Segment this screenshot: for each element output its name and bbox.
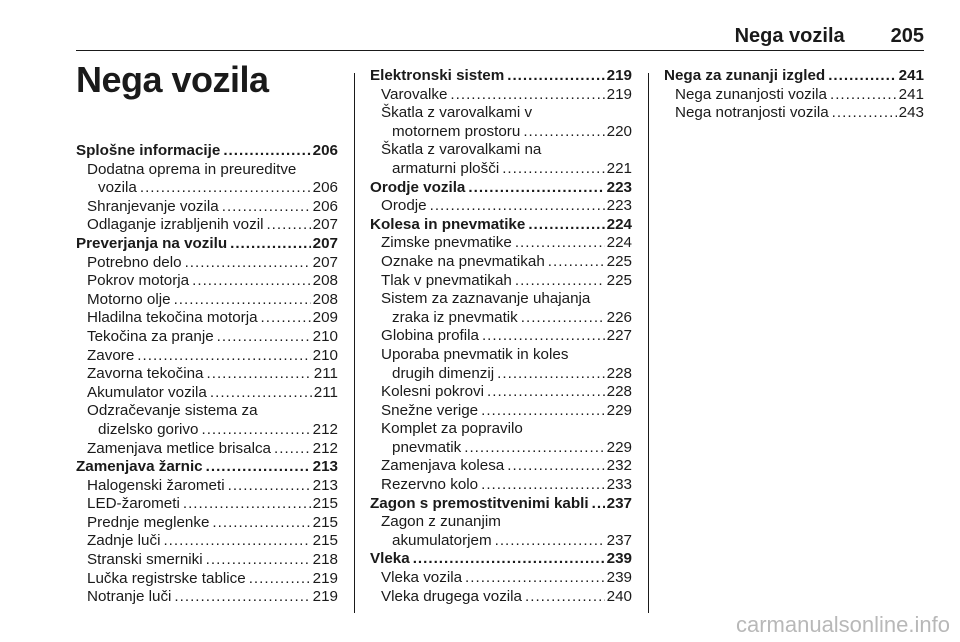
toc-page-number: 208: [312, 290, 338, 308]
toc-entry-line[interactable]: Uporaba pnevmatik in koles: [381, 345, 569, 363]
toc-page-number: 228: [606, 364, 632, 382]
leader-dots: [192, 272, 311, 291]
leader-dots: [261, 309, 311, 328]
toc-entry-title: Halogenski žarometi: [87, 476, 225, 494]
leader-dots: [185, 254, 311, 273]
toc-entry[interactable]: [76, 384, 338, 403]
toc-entry-title: Zamenjava metlice brisalca: [87, 439, 272, 457]
leader-dots: [468, 179, 604, 198]
header-rule: [76, 50, 924, 51]
leader-dots: [450, 86, 604, 105]
running-header-title: Nega vozila: [734, 25, 845, 47]
toc-entry-title: Vleka drugega vozila: [381, 587, 522, 605]
toc-entry-title: pnevmatik: [392, 438, 462, 456]
toc-section[interactable]: [76, 142, 338, 161]
toc-entry[interactable]: [370, 160, 632, 179]
toc-page-number: 223: [606, 178, 632, 196]
leader-dots: [497, 365, 605, 384]
toc-column-1: [76, 142, 338, 607]
toc-page-number: 227: [606, 327, 632, 345]
toc-entry[interactable]: [370, 253, 632, 272]
toc-page-number: 240: [606, 587, 632, 605]
toc-entry-title: motornem prostoru: [392, 122, 521, 140]
leader-dots: [515, 234, 605, 253]
toc-page-number: 237: [606, 494, 632, 512]
leader-dots: [201, 421, 310, 440]
toc-entry[interactable]: [370, 197, 632, 216]
leader-dots: [228, 477, 311, 496]
toc-page-number: 232: [606, 457, 632, 475]
leader-dots: [206, 458, 311, 477]
toc-page-number: 229: [606, 401, 632, 419]
toc-page-number: 220: [606, 122, 632, 140]
toc-entry-title: Orodje vozila: [370, 178, 466, 196]
toc-entry-line[interactable]: Odzračevanje sistema za: [87, 402, 258, 420]
toc-entry-title: Tlak v pnevmatikah: [381, 271, 512, 289]
toc-entry[interactable]: [76, 365, 338, 384]
toc-entry-line[interactable]: Sistem za zaznavanje uhajanja: [381, 290, 591, 308]
toc-entry-title: Kolesni pokrovi: [381, 383, 484, 401]
toc-entry-line[interactable]: Dodatna oprema in preureditve: [87, 160, 297, 178]
toc-entry-title: Nega zunanjosti vozila: [675, 85, 827, 103]
toc-page-number: 207: [312, 234, 338, 252]
toc-entry-title: Zadnje luči: [87, 532, 161, 550]
leader-dots: [174, 588, 310, 607]
toc-page-number: 223: [606, 197, 632, 215]
toc-column-2: [370, 67, 632, 606]
watermark: carmanualsonline.info: [735, 612, 950, 637]
toc-entry[interactable]: [76, 532, 338, 551]
toc-section[interactable]: [370, 216, 632, 235]
leader-dots: [828, 67, 896, 86]
toc-entry[interactable]: [370, 402, 632, 421]
toc-entry-title: Notranje luči: [87, 588, 172, 606]
leader-dots: [174, 291, 311, 310]
toc-page-number: 211: [313, 383, 338, 401]
toc-entry[interactable]: [664, 86, 924, 105]
toc-entry-title: Orodje: [381, 197, 427, 215]
leader-dots: [266, 216, 310, 235]
toc-entry-title: Splošne informacije: [76, 142, 221, 159]
toc-page-number: 206: [312, 142, 338, 159]
toc-entry-title: Zimske pnevmatike: [381, 234, 512, 252]
toc-entry-title: Zavore: [87, 346, 135, 364]
toc-page-number: 215: [312, 495, 338, 513]
toc-page-number: 213: [312, 458, 338, 476]
leader-dots: [830, 86, 897, 105]
toc-page-number: 211: [313, 365, 338, 383]
leader-dots: [137, 347, 310, 366]
toc-entry-title: Odlaganje izrabljenih vozil: [87, 216, 264, 234]
toc-entry[interactable]: [370, 476, 632, 495]
toc-entry-title: Nega notranjosti vozila: [675, 104, 829, 122]
toc-entry-title: Lučka registrske tablice: [87, 569, 246, 587]
toc-page-number: 208: [312, 272, 338, 290]
toc-entry-title: Hladilna tekočina motorja: [87, 309, 258, 327]
toc-entry-title: Preverjanja na vozilu: [76, 234, 228, 252]
toc-entry[interactable]: [76, 216, 338, 235]
toc-page-number: 215: [312, 513, 338, 531]
toc-page-number: 210: [312, 327, 338, 345]
leader-dots: [140, 179, 311, 198]
toc-column-3: [664, 67, 924, 123]
toc-entry-title: Oznake na pnevmatikah: [381, 252, 545, 270]
toc-entry-title: Zamenjava žarnic: [76, 458, 203, 476]
leader-dots: [507, 457, 604, 476]
toc-entry-title: Shranjevanje vozila: [87, 197, 219, 215]
toc-page-number: 218: [312, 551, 338, 569]
column-divider-1: [354, 73, 355, 613]
toc-section[interactable]: [370, 495, 632, 514]
toc-page-number: 241: [898, 85, 924, 103]
toc-entry-title: Nega za zunanji izgled: [664, 67, 826, 84]
toc-page-number: 225: [606, 271, 632, 289]
toc-entry[interactable]: [370, 365, 632, 384]
toc-entry[interactable]: [76, 440, 338, 459]
toc-page-number: 206: [312, 179, 338, 197]
toc-entry-title: drugih dimenzij: [392, 364, 495, 382]
toc-entry-title: Pokrov motorja: [87, 272, 190, 290]
toc-entry[interactable]: [76, 328, 338, 347]
toc-page-number: 239: [606, 569, 632, 587]
toc-entry[interactable]: [76, 495, 338, 514]
leader-dots: [832, 104, 897, 123]
toc-page-number: 224: [606, 234, 632, 252]
toc-entry-line[interactable]: Škatla z varovalkami na: [381, 141, 542, 159]
toc-entry-title: Akumulator vozila: [87, 383, 207, 401]
toc-entry-title: Zavorna tekočina: [87, 365, 204, 383]
toc-entry[interactable]: [76, 421, 338, 440]
toc-page-number: 225: [606, 252, 632, 270]
toc-page-number: 241: [898, 67, 924, 84]
leader-dots: [413, 550, 605, 569]
leader-dots: [482, 327, 605, 346]
toc-entry-title: Potrebno delo: [87, 253, 182, 271]
toc-entry[interactable]: [370, 327, 632, 346]
toc-page-number: 224: [606, 215, 632, 233]
toc-section[interactable]: [664, 67, 924, 86]
toc-entry[interactable]: [76, 551, 338, 570]
leader-dots: [230, 235, 311, 254]
leader-dots: [430, 197, 605, 216]
leader-dots: [507, 67, 604, 86]
toc-entry-title: Zagon s premostitvenimi kabli: [370, 494, 589, 512]
toc-entry-title: Varovalke: [381, 85, 448, 103]
toc-entry[interactable]: [370, 123, 632, 142]
toc-entry[interactable]: [370, 569, 632, 588]
toc-entry[interactable]: [76, 588, 338, 607]
toc-entry[interactable]: [370, 234, 632, 253]
toc-section[interactable]: [370, 550, 632, 569]
toc-entry[interactable]: [370, 86, 632, 105]
toc-page-number: 219: [312, 569, 338, 587]
toc-page-number: 239: [606, 550, 632, 568]
leader-dots: [523, 123, 604, 142]
leader-dots: [223, 142, 310, 161]
toc-entry[interactable]: [370, 439, 632, 458]
running-header: [735, 25, 924, 48]
toc-entry[interactable]: [370, 272, 632, 291]
leader-dots: [464, 439, 604, 458]
leader-dots: [495, 532, 605, 551]
page-number: 205: [890, 25, 924, 47]
toc-entry-line[interactable]: Zagon z zunanjim: [381, 513, 501, 531]
toc-entry[interactable]: [76, 198, 338, 217]
toc-entry-title: vozila: [98, 179, 137, 197]
toc-entry[interactable]: [76, 514, 338, 533]
leader-dots: [163, 532, 310, 551]
toc-page-number: 213: [312, 476, 338, 494]
leader-dots: [207, 365, 312, 384]
toc-page-number: 219: [606, 67, 632, 84]
leader-dots: [502, 160, 604, 179]
toc-section[interactable]: [76, 235, 338, 254]
toc-page-number: 219: [312, 588, 338, 606]
toc-page-number: 206: [312, 197, 338, 215]
toc-page-number: 226: [606, 308, 632, 326]
toc-page-number: 219: [606, 85, 632, 103]
toc-page-number: 207: [312, 216, 338, 234]
toc-entry-title: Globina profila: [381, 327, 479, 345]
leader-dots: [210, 384, 312, 403]
toc-entry[interactable]: [76, 477, 338, 496]
toc-page-number: 209: [312, 309, 338, 327]
toc-page-number: 212: [312, 420, 338, 438]
toc-page-number: 221: [606, 159, 632, 177]
leader-dots: [206, 551, 311, 570]
leader-dots: [183, 495, 311, 514]
toc-entry-title: Elektronski sistem: [370, 67, 505, 84]
toc-page-number: 233: [606, 476, 632, 494]
toc-page-number: 237: [606, 531, 632, 549]
toc-page-number: 215: [312, 532, 338, 550]
leader-dots: [274, 440, 311, 459]
toc-entry-title: Motorno olje: [87, 290, 171, 308]
toc-entry-title: zraka iz pnevmatik: [392, 308, 518, 326]
leader-dots: [465, 569, 605, 588]
toc-entry-title: Kolesa in pnevmatike: [370, 215, 526, 233]
toc-entry[interactable]: [664, 104, 924, 123]
toc-section[interactable]: [370, 67, 632, 86]
toc-entry-line[interactable]: Škatla z varovalkami v: [381, 104, 533, 122]
toc-page-number: 243: [898, 104, 924, 122]
toc-entry[interactable]: [370, 309, 632, 328]
leader-dots: [212, 514, 310, 533]
column-divider-2: [648, 73, 649, 613]
toc-page-number: 210: [312, 346, 338, 364]
toc-entry[interactable]: [76, 347, 338, 366]
toc-entry[interactable]: [76, 291, 338, 310]
toc-entry-title: akumulatorjem: [392, 531, 492, 549]
leader-dots: [217, 328, 311, 347]
toc-page-number: 207: [312, 253, 338, 271]
toc-entry[interactable]: [76, 570, 338, 589]
leader-dots: [548, 253, 605, 272]
leader-dots: [521, 309, 605, 328]
toc-section[interactable]: [370, 179, 632, 198]
leader-dots: [592, 495, 605, 514]
toc-entry-title: Prednje meglenke: [87, 513, 210, 531]
leader-dots: [249, 570, 311, 589]
toc-entry-title: Snežne verige: [381, 401, 479, 419]
toc-entry[interactable]: [370, 457, 632, 476]
toc-entry[interactable]: [370, 588, 632, 607]
toc-entry-line[interactable]: Komplet za popravilo: [381, 420, 523, 438]
toc-entry-title: armaturni plošči: [392, 159, 500, 177]
toc-entry[interactable]: [76, 309, 338, 328]
toc-page-number: 228: [606, 383, 632, 401]
toc-page-number: 212: [312, 439, 338, 457]
toc-entry[interactable]: [76, 179, 338, 198]
leader-dots: [222, 198, 311, 217]
toc-entry-title: Vleka vozila: [381, 569, 463, 587]
toc-entry[interactable]: [370, 532, 632, 551]
toc-entry-title: Rezervno kolo: [381, 476, 479, 494]
leader-dots: [525, 588, 605, 607]
toc-entry[interactable]: [76, 272, 338, 291]
leader-dots: [481, 402, 605, 421]
leader-dots: [481, 476, 605, 495]
toc-entry-title: LED-žarometi: [87, 495, 180, 513]
toc-entry-title: dizelsko gorivo: [98, 420, 199, 438]
chapter-title: Nega vozila: [76, 59, 269, 100]
leader-dots: [528, 216, 604, 235]
toc-entry[interactable]: [370, 383, 632, 402]
toc-page-number: 229: [606, 438, 632, 456]
leader-dots: [515, 272, 605, 291]
toc-entry-title: Vleka: [370, 550, 410, 568]
toc-entry[interactable]: [76, 254, 338, 273]
toc-entry-title: Tekočina za pranje: [87, 327, 214, 345]
leader-dots: [487, 383, 605, 402]
toc-entry-title: Stranski smerniki: [87, 551, 203, 569]
toc-section[interactable]: [76, 458, 338, 477]
toc-entry-title: Zamenjava kolesa: [381, 457, 505, 475]
